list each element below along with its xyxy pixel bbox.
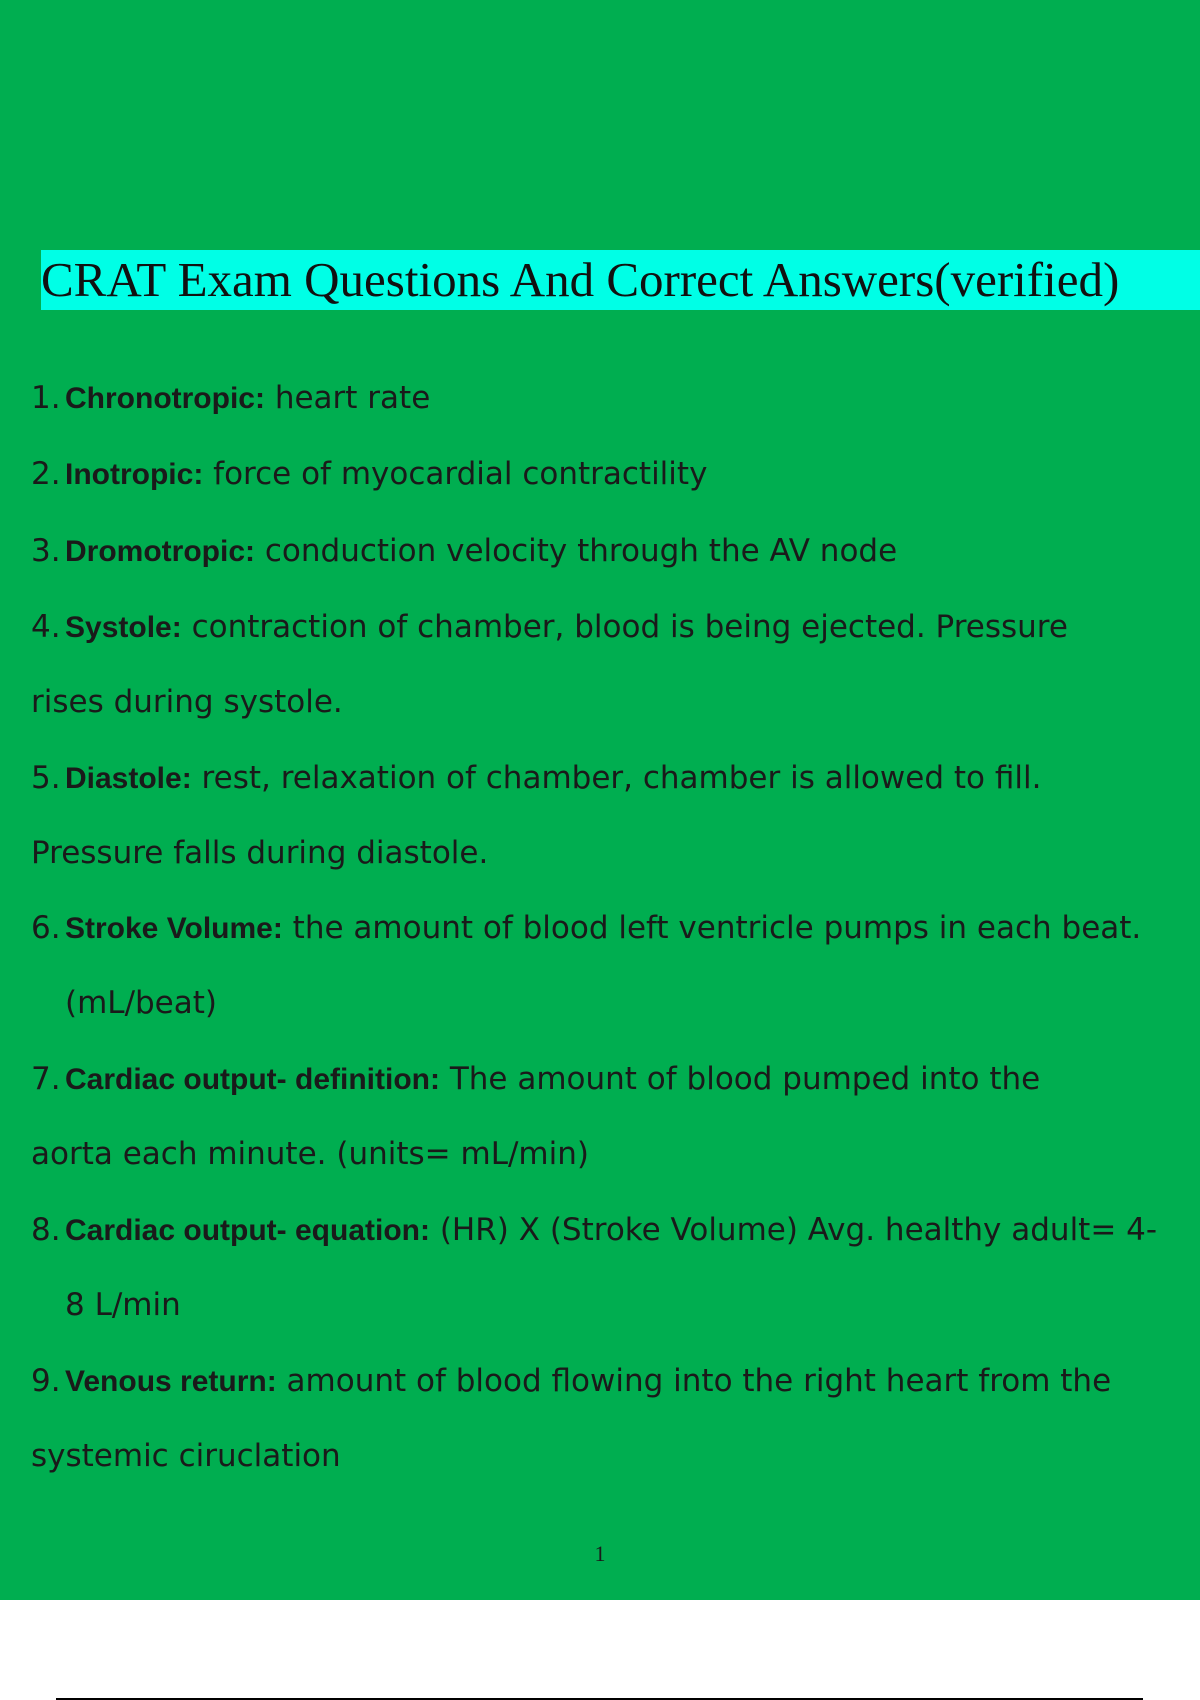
item-term: Dromotropic: [65, 535, 255, 568]
item-number: 4. [31, 609, 61, 645]
item-number: 3. [31, 533, 61, 569]
item-term: Stroke Volume: [65, 912, 283, 945]
item-continuation: rises during systole. [31, 684, 343, 720]
item-term: Diastole: [65, 762, 192, 795]
item-continuation: Pressure falls during diastole. [31, 835, 489, 871]
item-term: Venous return: [65, 1365, 277, 1398]
list-item [31, 378, 430, 419]
list-item [31, 908, 1141, 949]
item-definition: (HR) X (Stroke Volume) Avg. healthy adult= 4- [429, 1212, 1158, 1248]
list-item [31, 454, 707, 495]
item-continuation: (mL/beat) [65, 985, 218, 1021]
item-number: 1. [31, 380, 61, 416]
item-number: 9. [31, 1363, 61, 1399]
list-item [31, 1361, 1111, 1402]
item-definition: heart rate [264, 380, 431, 416]
item-term: Chronotropic: [65, 382, 265, 415]
list-item [31, 531, 897, 572]
item-number: 6. [31, 910, 61, 946]
item-number: 2. [31, 456, 61, 492]
item-definition: conduction velocity through the AV node [255, 533, 898, 569]
item-definition: force of myocardial contractility [203, 456, 708, 492]
item-definition: the amount of blood left ventricle pumps in each beat. [282, 910, 1142, 946]
item-term: Inotropic: [65, 458, 204, 491]
page-number: 1 [594, 1541, 606, 1566]
item-definition: contraction of chamber, blood is being ejected. Pressure [181, 609, 1068, 645]
list-item [31, 607, 1068, 648]
item-definition: amount of blood flowing into the right heart from the [276, 1363, 1112, 1399]
item-continuation: aorta each minute. (units= mL/min) [31, 1136, 589, 1172]
item-continuation: 8 L/min [65, 1287, 181, 1323]
item-term: Cardiac output- definition: [65, 1063, 440, 1096]
item-number: 5. [31, 760, 61, 796]
document-title: CRAT Exam Questions And Correct Answers(verified) [41, 250, 1200, 310]
item-term: Systole: [65, 611, 182, 644]
item-definition: rest, relaxation of chamber, chamber is allowed to fill. [191, 760, 1042, 796]
item-definition: The amount of blood pumped into the [439, 1061, 1041, 1097]
list-item [31, 1059, 1040, 1100]
item-number: 7. [31, 1061, 61, 1097]
list-item [31, 1210, 1157, 1251]
item-term: Cardiac output- equation: [65, 1214, 430, 1247]
item-number: 8. [31, 1212, 61, 1248]
item-continuation: systemic ciruclation [31, 1438, 341, 1474]
list-item [31, 758, 1041, 799]
